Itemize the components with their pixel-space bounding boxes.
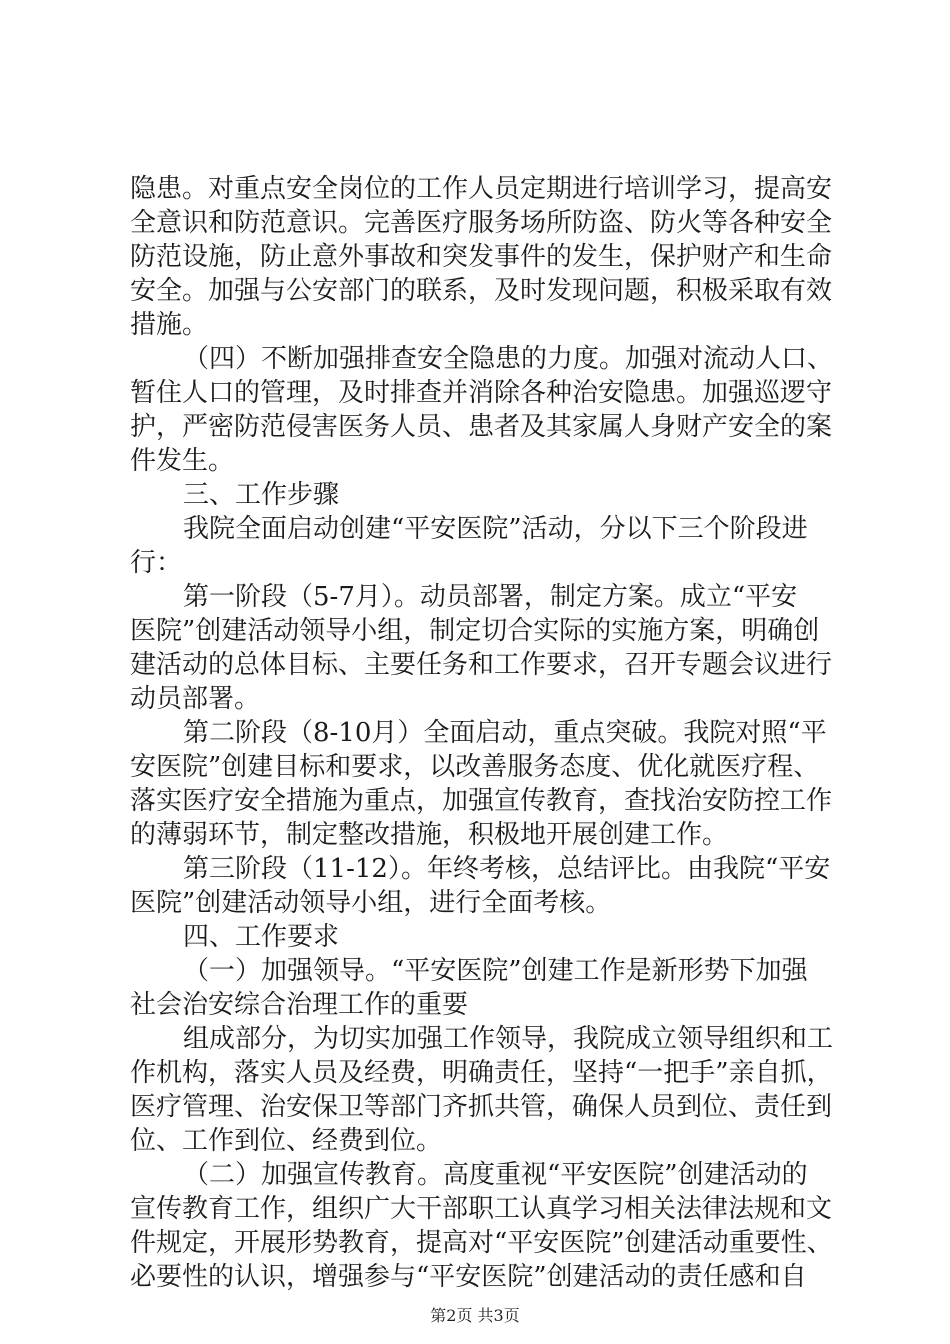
body-line: 安医院”创建目标和要求，以改善服务态度、优化就医疗程、	[130, 752, 820, 782]
body-line: 防范设施，防止意外事故和突发事件的发生，保护财产和生命	[130, 242, 833, 272]
body-line: 措施。	[130, 310, 209, 340]
body-line: 位、工作到位、经费到位。	[130, 1126, 443, 1156]
body-line: 落实医疗安全措施为重点，加强宣传教育，查找治安防控工作	[130, 786, 833, 816]
page-footer: 第2页 共3页	[430, 1306, 520, 1325]
body-line: 作机构，落实人员及经费，明确责任，坚持“一把手”亲自抓，	[130, 1058, 833, 1088]
body-line: 医院”创建活动领导小组，进行全面考核。	[130, 888, 612, 918]
section-heading: 四、工作要求	[183, 922, 340, 952]
body-line: 建活动的总体目标、主要任务和工作要求，召开专题会议进行	[130, 650, 833, 680]
paragraph-start-line: 第二阶段（8-10月）全面启动，重点突破。我院对照“平	[183, 718, 827, 748]
paragraph-start-line: 第三阶段（11-12）。年终考核，总结评比。由我院“平安	[183, 854, 831, 884]
paragraph-start-line: 第一阶段（5-7月）。动员部署，制定方案。成立“平安	[183, 582, 798, 612]
paragraph-start-line: 组成部分，为切实加强工作领导，我院成立领导组织和工	[183, 1024, 834, 1054]
paragraph-start-line: （二）加强宣传教育。高度重视“平安医院”创建活动的	[183, 1160, 808, 1190]
body-line: 暂住人口的管理，及时排查并消除各种治安隐患。加强巡逻守	[130, 378, 833, 408]
body-line: 件规定，开展形势教育，提高对“平安医院”创建活动重要性、	[130, 1228, 833, 1258]
paragraph-start-line: （四）不断加强排查安全隐患的力度。加强对流动人口、	[183, 344, 834, 374]
body-line: 隐患。对重点安全岗位的工作人员定期进行培训学习，提高安	[130, 174, 833, 204]
body-line: 全意识和防范意识。完善医疗服务场所防盗、防火等各种安全	[130, 208, 833, 238]
body-line: 动员部署。	[130, 684, 261, 714]
body-line: 宣传教育工作，组织广大干部职工认真学习相关法律法规和文	[130, 1194, 833, 1224]
body-line: 安全。加强与公安部门的联系，及时发现问题，积极采取有效	[130, 276, 833, 306]
body-line: 医院”创建活动领导小组，制定切合实际的实施方案，明确创	[130, 616, 820, 646]
body-line: 社会治安综合治理工作的重要	[130, 990, 469, 1020]
body-line: 护，严密防范侵害医务人员、患者及其家属人身财产安全的案	[130, 412, 833, 442]
body-line: 必要性的认识，增强参与“平安医院”创建活动的责任感和自	[130, 1262, 807, 1292]
body-line: 医疗管理、治安保卫等部门齐抓共管，确保人员到位、责任到	[130, 1092, 833, 1122]
paragraph-start-line: 我院全面启动创建“平安医院”活动，分以下三个阶段进	[183, 514, 808, 544]
body-line: 行：	[130, 548, 183, 578]
paragraph-start-line: （一）加强领导。“平安医院”创建工作是新形势下加强	[183, 956, 808, 986]
body-line: 件发生。	[130, 446, 235, 476]
body-line: 的薄弱环节，制定整改措施，积极地开展创建工作。	[130, 820, 729, 850]
section-heading: 三、工作步骤	[183, 480, 340, 510]
